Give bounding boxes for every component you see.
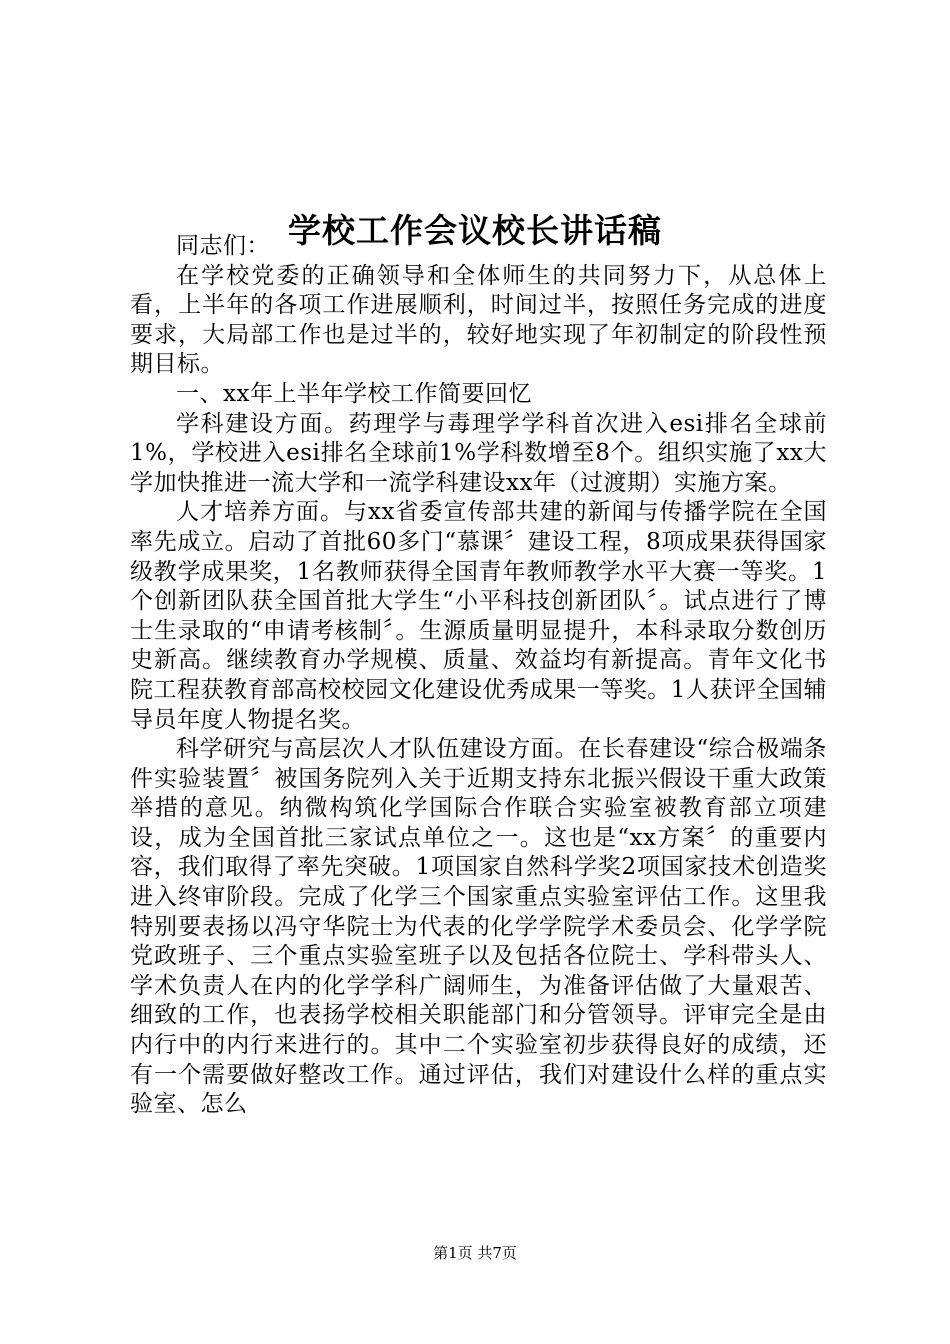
intro-paragraph: 在学校党委的正确领导和全体师生的共同努力下，从总体上看，上半年的各项工作进展顺利，时间过半，按照任务完成的进度要求，大局部工作也是过半的，较好地实现了年初制定的阶段性预期目标。 [130, 262, 827, 378]
talent-training-paragraph: 人才培养方面。与xx省委宣传部共建的新闻与传播学院在全国率先成立。启动了首批60多门“慕课〞建设工程，8项成果获得国家级教学成果奖，1名教师获得全国青年教师教学水平大赛一等奖。1个创新团队获全国首批大学生“小平科技创新团队〞。试点进行了博士生录取的“申请考核制〞。生源质量明显提升，本科录取分数创历史新高。继续教育办学规模、质量、效益均有新提高。青年文化书院工程获教育部高校校园文化建设优秀成果一等奖。1人获评全国辅导员年度人物提名奖。 [130, 499, 827, 733]
page-number-footer: 第1页 共7页 [433, 1244, 517, 1262]
page-title: 学校工作会议校长讲话稿 [288, 211, 662, 251]
greeting-paragraph: 同志们： [176, 233, 270, 259]
discipline-paragraph: 学科建设方面。药理学与毒理学学科首次进入esi排名全球前1%，学校进入esi排名全球前1%学科数增至8个。组织实施了xx大学加快推进一流大学和一流学科建设xx年（过渡期）实施方案。 [130, 410, 827, 496]
document-body [130, 232, 827, 1120]
research-paragraph: 科学研究与高层次人才队伍建设方面。在长春建设“综合极端条件实验装置〞被国务院列入关于近期支持东北振兴假设干重大政策举措的意见。纳微构筑化学国际合作联合实验室被教育部立项建设，成为全国首批三家试点单位之一。这也是“xx方案〞的重要内容，我们取得了率先突破。1项国家自然科学奖2项国家技术创造奖进入终审阶段。完成了化学三个国家重点实验室评估工作。这里我特别要表扬以冯守华院士为代表的化学学院学术委员会、化学学院党政班子、三个重点实验室班子以及包括各位院士、学科带头人、学术负责人在内的化学学科广阔师生，为准备评估做了大量艰苦、细致的工作，也表扬学校相关职能部门和分管领导。评审完全是由内行中的内行来进行的。其中二个实验室初步获得良好的成绩，还有一个需要做好整改工作。通过评估，我们对建设什么样的重点实验室、怎么 [130, 736, 827, 1118]
section-heading: 一、xx年上半年学校工作简要回忆 [176, 380, 532, 407]
